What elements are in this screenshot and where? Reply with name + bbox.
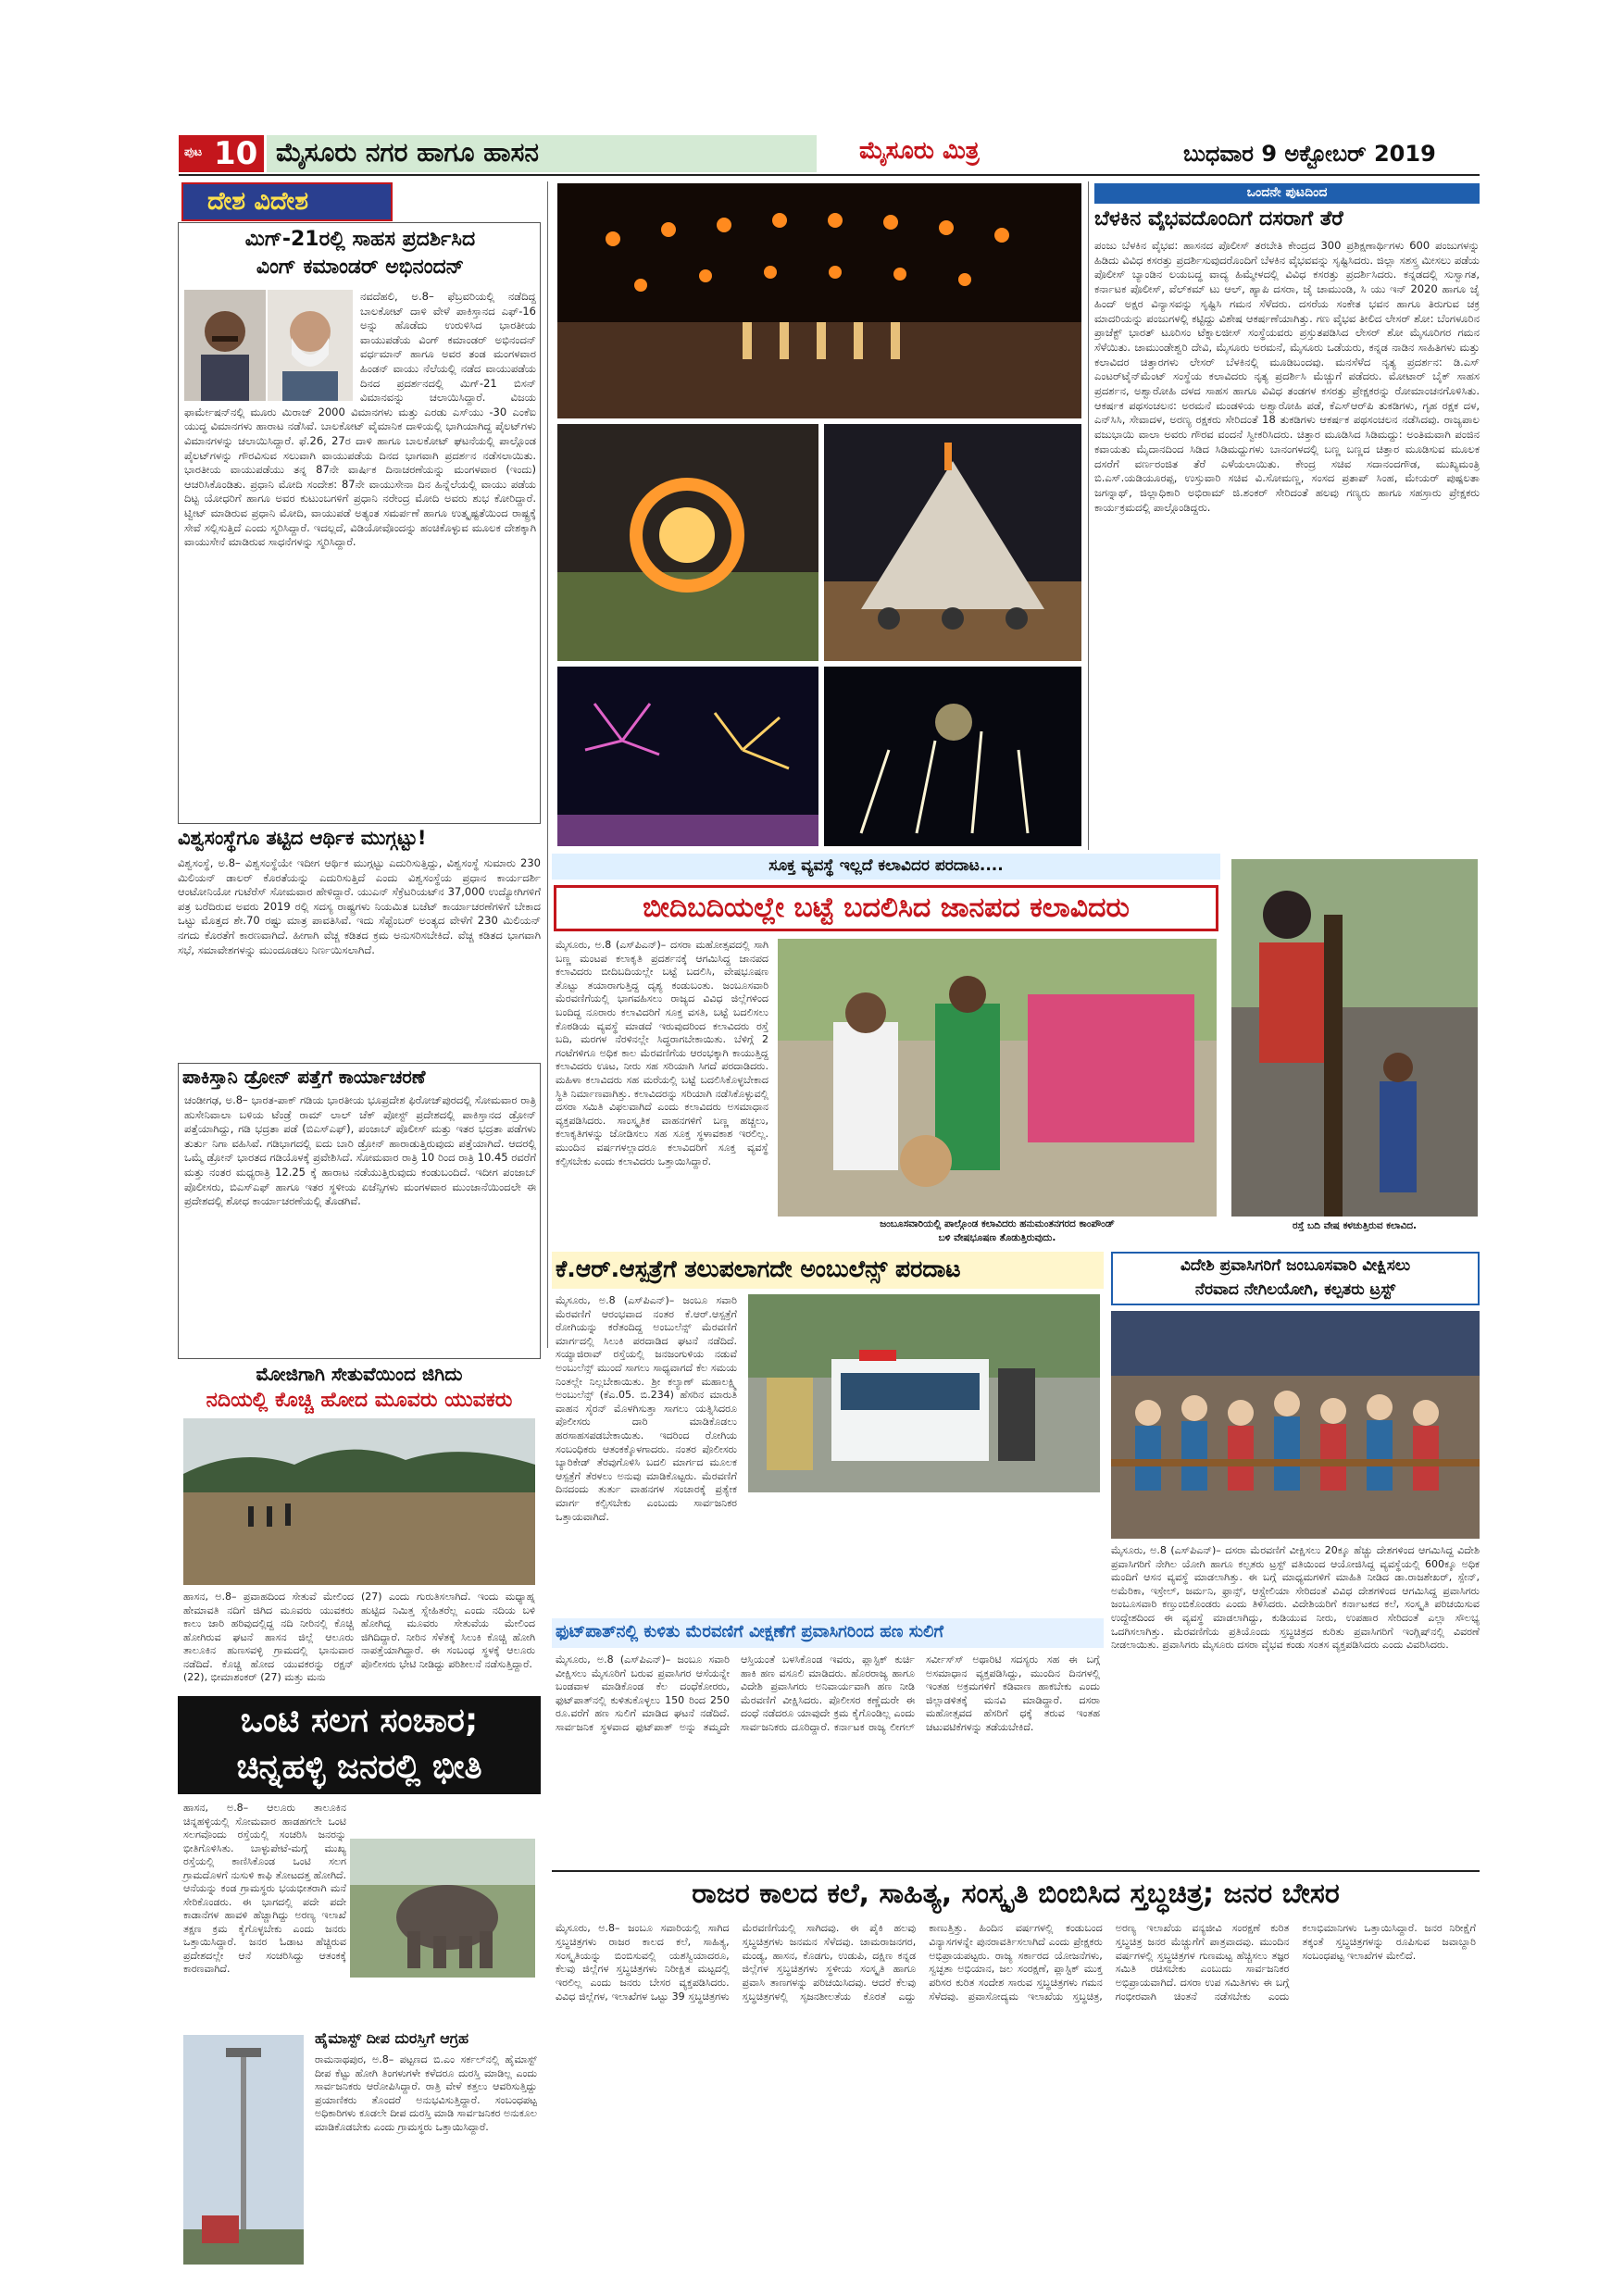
tourists-crowd-image [1111,1311,1480,1539]
economy-body: ವಿಶ್ವಸಂಸ್ಥೆ, ಅ.8– ವಿಶ್ವಸಂಸ್ಥೆಯೇ ಇದೀಗ ಆರ್ಥಿಕ ಮುಗ್ಗಟ್ಟು ಎದುರಿಸುತ್ತಿದ್ದು, ವಿಶ್ವಸಂಸ್ಥೆ ಸುಮಾರು 230 ಮಿಲಿಯನ್ ಡಾಲರ್ ಕೊರತೆಯನ್ನು ಎದುರಿಸುತ್ತಿದೆ ಎಂದು ವಿಶ್ವಸಂಸ್ಥೆಯ ಪ್ರಧಾನ ಕಾರ್ಯದರ್ಶಿ ಆಂಟೋನಿಯೋ ಗುಟೆರೆಸ್ ಸೋಮವಾರ ಹೇಳಿದ್ದಾರೆ. ಯುಎನ್ ಸೆಕ್ರೆಟರಿಯಟ್‌ನ 37,000 ಉದ್ಯೋಗಿಗಳಿಗೆ ಪತ್ರ ಬರೆದಿರುವ ಅವರು 2019 ರಲ್ಲಿ ಸದಸ್ಯ ರಾಷ್ಟ್ರಗಳು ನಿಯಮಿತ ಬಜೆಟ್ ಕಾರ್ಯಾಚರಣೆಗಳಿಗೆ ಬೇಕಾದ ಒಟ್ಟು ಮೊತ್ತದ ಶೇ.70 ರಷ್ಟು ಮಾತ್ರ ಪಾವತಿಸಿವೆ. ಇದು ಸೆಪ್ಟೆಂಬರ್ ಅಂತ್ಯದ ವೇಳೆಗೆ 230 ಮಿಲಿಯನ್ ನಗದು ಕೊರತೆಗೆ ಕಾರಣವಾಗಿದೆ. ಹೀಗಾಗಿ ವೆಚ್ಚ ಕಡಿತದ ಕ್ರಮ ಅನುಸರಿಸಬೇಕಿದೆ. ವೆಚ್ಚ ಕಡಿತದ ಭಾಗವಾಗಿ ಸಭೆ, ಸಮಾವೇಶಗಳನ್ನು ಮುಂದೂಡಲು ನಿರ್ಣಯಿಸಲಾಗಿದೆ. [178,856,541,956]
mig-headline-2: ವಿಂಗ್ ಕಮಾಂಡರ್ ಅಭಿನಂದನ್ [256,256,465,279]
folk-article [552,854,1480,1248]
mig-body [184,290,536,817]
tableaux-article [552,1870,1480,2270]
front-page-label-band [1094,183,1480,204]
masthead-logo: ಮೈಸೂರು ಮಿತ್ರ [859,137,980,165]
fire-ring-photo [557,424,818,661]
elephant-headline-2: ಚಿನ್ನಹಳ್ಳಿ ಜನರಲ್ಲಿ ಭೀತಿ [236,1748,482,1786]
folk-caption-left-1: ಜಂಬೂಸವಾರಿಯಲ್ಲಿ ಪಾಲ್ಗೊಂಡ ಕಲಾವಿದರು ಹನುಮಂತನಗರದ ಕಾಂಪೌಂಡ್ [880,1218,1115,1229]
header-rule [179,174,1480,176]
drone-article [178,1063,541,1359]
mig-body-text: ನವದೆಹಲಿ, ಅ.8– ಫೆಬ್ರವರಿಯಲ್ಲಿ ನಡೆದಿದ್ದ ಬಾಲಕೋಟ್ ದಾಳಿ ವೇಳೆ ಪಾಕಿಸ್ತಾನದ ಎಫ್-16 ಅನ್ನು ಹೊಡೆದು ಉರುಳಿಸಿದ ಭಾರತೀಯ ವಾಯುಪಡೆಯ ವಿಂಗ್ ಕಮಾಂಡರ್ ಅಭಿನಂದನ್ ವರ್ಧಮಾನ್ ಹಾಗೂ ಅವರ ತಂಡ ಮಂಗಳವಾರ ಹಿಂಡನ್ ವಾಯು ನೆಲೆಯಲ್ಲಿ ನಡೆದ ವಾಯುಪಡೆಯ ದಿನದ ಪ್ರದರ್ಶನದಲ್ಲಿ ಮಿಗ್-21 ಬಿಸನ್ ವಿಮಾನವನ್ನು ಚಲಾಯಿಸಿದ್ದಾರೆ. ವಿಜಯ ಫಾರ್ಮೇಷನ್‌ನಲ್ಲಿ ಮೂರು ಮಿರಾಜ್ 2000 ವಿಮಾನಗಳು ಮತ್ತು ಎರಡು ಎಸ್‌ಯು -30 ಎಂಕೆಐ ಯುದ್ಧ ವಿಮಾನಗಳು ಹಾರಾಟ ನಡೆಸಿವೆ. ಬಾಲಕೋಟ್ ವೈಮಾನಿಕ ದಾಳಿಯಲ್ಲಿ ಭಾಗಿಯಾಗಿದ್ದ ಪೈಲಟ್‌ಗಳು ವಿಮಾನಗಳನ್ನು ಚಲಾಯಿಸಿದ್ದಾರೆ. ಫೆ.26, 27ರ ದಾಳಿ ಹಾಗೂ ಬಾಲಕೋಟ್ ಘಟನೆಯಲ್ಲಿ ಪಾಲ್ಗೊಂಡ ಪೈಲಟ್‌ಗಳನ್ನು ಗೌರವಿಸುವ ಸಲುವಾಗಿ ವಾಯುಪಡೆಯ ದಿನದ ಭಾಗವಾಗಿ ಪ್ರದರ್ಶನ ನಡೆಸಲಾಯಿತು. ಭಾರತೀಯ ವಾಯುಪಡೆಯು ತನ್ನ 87ನೇ ವಾರ್ಷಿಕ ದಿನಾಚರಣೆಯನ್ನು ಮಂಗಳವಾರ (ಇಂದು) ಆಚರಿಸಿಕೊಂಡಿತು. ಪ್ರಧಾನಿ ಮೋದಿ ಸಂದೇಶ: 87ನೇ ವಾಯುಸೇನಾ ದಿನ ಹಿನ್ನೆಲೆಯಲ್ಲಿ ವಾಯು ಪಡೆಯ ದಿಟ್ಟ ಯೋಧರಿಗೆ ಹಾಗೂ ಅವರ ಕುಟುಂಬಗಳಿಗೆ ಪ್ರಧಾನಿ ನರೇಂದ್ರ ಮೋದಿ ಅವರು ಶುಭ ಕೋರಿದ್ದಾರೆ. ಟ್ವೀಟ್ ಮಾಡಿರುವ ಪ್ರಧಾನಿ ಮೋದಿ, ವಾಯುಪಡೆ ಅತ್ಯಂತ ಸಮರ್ಪಣೆ ಹಾಗೂ ಉತ್ಕೃಷ್ಟತೆಯಿಂದ ರಾಷ್ಟ್ರಕ್ಕೆ ಸೇವೆ ಸಲ್ಲಿಸುತ್ತಿದೆ ಎಂದು ಸ್ಮರಿಸಿದ್ದಾರೆ. ಇದಲ್ಲದೆ, ವಿಡಿಯೋವೊಂದನ್ನು ಹಂಚಿಕೊಳ್ಳುವ ಮೂಲಕ ದೇಶಕ್ಕಾಗಿ ವಾಯುಸೇನೆ ಮಾಡಿರುವ ಸಾಧನೆಗಳನ್ನು ಸ್ಮರಿಸಿದ್ದಾರೆ. [184,290,536,549]
fireworks-image [557,667,818,846]
section-title: ಮೈಸೂರು ನಗರ ಹಾಗೂ ಹಾಸನ [276,137,539,168]
footpath-body: ಮೈಸೂರು, ಅ.8 (ಎಸ್‌ಪಿಎನ್)– ಜಂಬೂ ಸವಾರಿ ವೀಕ್ಷಿಸಲು ಮೈಸೂರಿಗೆ ಬರುವ ಪ್ರವಾಸಿಗರ ಆಸೆಯನ್ನೇ ಬಂಡವಾಳ ಮಾಡಿಕೊಂಡ ಕೆಲ ದಂಧೆಕೋರರು, ಫುಟ್‌ಪಾತ್‌ನಲ್ಲಿ ಕುಳಿತುಕೊಳ್ಳಲು 150 ರಿಂದ 250 ರೂ.ವರೆಗೆ ಹಣ ಸುಲಿಗೆ ಮಾಡಿದ ಘಟನೆ ನಡೆದಿದೆ. ಸಾರ್ವಜನಿಕ ಸ್ಥಳವಾದ ಫುಟ್‌ಪಾತ್ ಅನ್ನು ತಮ್ಮದೇ ಆಸ್ತಿಯಂತೆ ಬಳಸಿಕೊಂಡ ಇವರು, ಪ್ಲಾಸ್ಟಿಕ್ ಕುರ್ಚಿ ಹಾಕಿ ಹಣ ವಸೂಲಿ ಮಾಡಿದರು. ಹೊರರಾಜ್ಯ ಹಾಗೂ ವಿದೇಶಿ ಪ್ರವಾಸಿಗರು ಅನಿವಾರ್ಯವಾಗಿ ಹಣ ನೀಡಿ ಮೆರವಣಿಗೆ ವೀಕ್ಷಿಸಿದರು. ಪೊಲೀಸರ ಕಣ್ಣೆದುರೇ ಈ ದಂಧೆ ನಡೆದರೂ ಯಾವುದೇ ಕ್ರಮ ಕೈಗೊಂಡಿಲ್ಲ ಎಂದು ಸಾರ್ವಜನಿಕರು ದೂರಿದ್ದಾರೆ. ಕರ್ನಾಟಕ ರಾಜ್ಯ ಲೀಗಲ್ ಸರ್ವೀಸ್‌ಸ್ ಅಥಾರಿಟಿ ಸದಸ್ಯರು ಸಹ ಈ ಬಗ್ಗೆ ಅಸಮಾಧಾನ ವ್ಯಕ್ತಪಡಿಸಿದ್ದು, ಮುಂದಿನ ದಿನಗಳಲ್ಲಿ ಇಂತಹ ಅಕ್ರಮಗಳಿಗೆ ಕಡಿವಾಣ ಹಾಕಬೇಕು ಎಂದು ಜಿಲ್ಲಾಡಳಿತಕ್ಕೆ ಮನವಿ ಮಾಡಿದ್ದಾರೆ. ದಸರಾ ಮಹೋತ್ಸವದ ಹೆಸರಿಗೆ ಧಕ್ಕೆ ತರುವ ಇಂತಹ ಚಟುವಟಿಕೆಗಳನ್ನು ತಡೆಯಬೇಕಿದೆ. [556,1653,1100,1733]
fireworks-photo-left [557,667,818,846]
ambulance-headline-band [552,1252,1104,1289]
elephant-body [183,1802,535,2024]
tableaux-headline: ರಾಜರ ಕಾಲದ ಕಲೆ, ಸಾಹಿತ್ಯ, ಸಂಸ್ಕೃತಿ ಬಿಂಬಿಸಿದ ಸ್ತಬ್ಧಚಿತ್ರ; ಜನರ ಬೇಸರ [692,1878,1340,1910]
drone-body: ಚಂಡೀಗಢ, ಅ.8– ಭಾರತ-ಪಾಕ್ ಗಡಿಯ ಭಾರತೀಯ ಭೂಪ್ರದೇಶ ಫಿರೋಜ್‌ಪುರದಲ್ಲಿ ಸೋಮವಾರ ರಾತ್ರಿ ಹುಸೇನಿವಾಲಾ ಬಳಿಯ ಟೆಂಡ್ರೆ ರಾಮ್ ಲಾಲ್ ಚೆಕ್ ಪೋಸ್ಟ್ ಪ್ರದೇಶದಲ್ಲಿ ಪಾಕಿಸ್ತಾನದ ಡ್ರೋನ್ ಪತ್ತೆಯಾಗಿದ್ದು, ಗಡಿ ಭದ್ರತಾ ಪಡೆ (ಬಿಎಸ್‌ಎಫ್), ಪಂಜಾಬ್ ಪೊಲೀಸ್ ಮತ್ತು ಇತರ ಭದ್ರತಾ ಪಡೆಗಳು ತುರ್ತು ನಿಗಾ ವಹಿಸಿವೆ. ಗಡಿಭಾಗದಲ್ಲಿ ಐದು ಬಾರಿ ಡ್ರೋನ್ ಹಾರಾಡುತ್ತಿರುವುದು ಪತ್ತೆಯಾಗಿದೆ. ಆದರಲ್ಲಿ ಒಮ್ಮೆ ಡ್ರೋನ್ ಭಾರತದ ಗಡಿಯೊಳಕ್ಕೆ ಪ್ರವೇಶಿಸಿದೆ. ಸೋಮವಾರ ರಾತ್ರಿ 10 ರಿಂದ ರಾತ್ರಿ 10.45 ರವರೆಗೆ ಮತ್ತು ನಂತರ ಮಧ್ಯರಾತ್ರಿ 12.25 ಕ್ಕೆ ಹಾರಾಟ ನಡೆಯುತ್ತಿರುವುದು ಕಂಡುಬಂದಿದೆ. ಇದೀಗ ಪಂಜಾಬ್ ಪೊಲೀಸರು, ಬಿಎಸ್‌ಎಫ್ ಹಾಗೂ ಇತರ ಸ್ಥಳೀಯ ಏಜೆನ್ಸಿಗಳು ಮಂಗಳವಾರ ಮುಂಜಾನೆಯಿಂದಲೇ ಈ ಪ್ರದೇಶದಲ್ಲಿ ಶೋಧ ಕಾರ್ಯಾಚರಣೆಯಲ್ಲಿ ತೊಡಗಿವೆ. [184,1093,536,1208]
economy-headline: ವಿಶ್ವಸಂಸ್ಥೆಗೂ ತಟ್ಟಿದ ಆರ್ಥಿಕ ಮುಗ್ಗಟ್ಟು! [178,827,427,849]
economy-article [178,827,541,1060]
front-page-headline: ಬೆಳಕಿನ ವೈಭವದೊಂದಿಗೆ ದಸರಾಗೆ ತೆರೆ [1094,207,1343,231]
page-header [179,135,1480,176]
folk-artists-image [778,939,1217,1217]
river-image [183,1418,535,1585]
fireworks-photo-right [824,667,1081,846]
folk-photo-right [1231,859,1478,1217]
tableaux-top-rule [552,1870,1480,1872]
tourists-photo [1111,1311,1480,1539]
ambulance-image [748,1294,1100,1492]
fireworks-image [824,667,1081,846]
front-page-label: ಒಂದನೇ ಪುಟದಿಂದ [1246,185,1328,200]
footpath-headline: ಫುಟ್‌ಪಾತ್‌ನಲ್ಲಿ ಕುಳಿತು ಮೆರವಣಿಗೆ ವೀಕ್ಷಣೆಗೆ ಪ್ರವಾಸಿಗರಿಂದ ಹಣ ಸುಲಿಗೆ [556,1622,943,1641]
section-banner [181,182,393,221]
tourists-article [1111,1252,1480,1866]
column-divider [1088,181,1089,850]
elephant-article [178,1798,541,2026]
youths-body-col2: (27) ಎಂದು ಗುರುತಿಸಲಾಗಿದೆ. ಇಂದು ಮಧ್ಯಾಹ್ನ ಹುಟ್ಟಿದ ನಿಮಿತ್ತ ಸ್ನೇಹಿತರೆಲ್ಲ ಎಂದು ನದಿಯ ಬಳಿ ಹೋಗಿದ್ದ ಮೂವರು ಸೇತುವೆಯ ಮೇಲಿಂದ ಜಿಗಿದಿದ್ದಾರೆ. ನೀರಿನ ಸೆಳೆತಕ್ಕೆ ಸಿಲುಕಿ ಕೊಚ್ಚಿ ಹೋಗಿ ನಾಪತ್ತೆಯಾಗಿದ್ದಾರೆ. ಈ ಸಂಬಂಧ ಸ್ಥಳಕ್ಕೆ ಆಲೂರು ಪೊಲೀಸರು ಭೇಟಿ ನೀಡಿದ್ದು ಪರಿಶೀಲನೆ ನಡೆಸುತ್ತಿದ್ದಾರೆ. [361,1591,535,1670]
fire-ring-image [557,424,818,661]
mast-headline: ಹೈಮಾಸ್ಟ್ ದೀಪ ದುರಸ್ತಿಗೆ ಆಗ್ರಹ [315,2029,469,2047]
youths-article [178,1361,541,1696]
youths-headline-2: ನದಿಯಲ್ಲಿ ಕೊಚ್ಚಿ ಹೋದ ಮೂವರು ಯುವಕರು [206,1389,513,1412]
folk-headline: ಬೀದಿಬದಿಯಲ್ಲೇ ಬಟ್ಟೆ ಬದಲಿಸಿದ ಜಾನಪದ ಕಲಾವಿದರು [643,892,1130,924]
youths-body-col1: ಹಾಸನ, ಅ.8– ಪ್ರವಾಹದಿಂದ ಸೇತುವೆ ಮೇಲಿಂದ ಹೇಮಾವತಿ ನದಿಗೆ ಜಿಗಿದ ಮೂವರು ಯುವಕರು ಕಾಲು ಜಾರಿ ಹರಿವುದಲ್ಲಿದ್ದ ನದಿ ನೀರಿನಲ್ಲಿ ಕೊಚ್ಚಿ ಹೋಗಿರುವ ಘಟನೆ ಹಾಸನ ಜಿಲ್ಲೆ ಆಲೂರು ತಾಲೂಕಿನ ಹುಣಸವಳ್ಳಿ ಗ್ರಾಮದಲ್ಲಿ ಭಾನುವಾರ ನಡೆದಿದೆ. ಕೊಚ್ಚಿ ಹೋದ ಯುವಕರನ್ನು ರಕ್ಷನ್ (22), ಭೀಮಾಶಂಕರ್ (27) ಮತ್ತು ಮನು [183,1591,354,1683]
tourists-headline-band [1111,1252,1480,1305]
torch-parade-photo [557,183,1081,418]
drone-headline: ಪಾಕಿಸ್ತಾನಿ ಡ್ರೋನ್ ಪತ್ತೆಗೆ ಕಾರ್ಯಾಚರಣೆ [182,1066,426,1088]
footpath-headline-band [552,1618,1104,1648]
mast-body: ರಾಮನಾಥಪುರ, ಅ.8– ಪಟ್ಟಣದ ಬಿ.ಎಂ ಸರ್ಕಲ್‌ನಲ್ಲಿ ಹೈಮಾಸ್ಟ್ ದೀಪ ಕೆಟ್ಟು ಹೋಗಿ ತಿಂಗಳುಗಳೇ ಕಳೆದರೂ ದುರಸ್ತಿ ಮಾಡಿಲ್ಲ ಎಂದು ಸಾರ್ವಜನಿಕರು ಆರೋಪಿಸಿದ್ದಾರೆ. ರಾತ್ರಿ ವೇಳೆ ಕತ್ತಲು ಆವರಿಸುತ್ತಿದ್ದು ಪ್ರಯಾಣಿಕರು ತೊಂದರೆ ಅನುಭವಿಸುತ್ತಿದ್ದಾರೆ. ಸಂಬಂಧಪಟ್ಟ ಅಧಿಕಾರಿಗಳು ಕೂಡಲೇ ದೀಪ ದುರಸ್ತಿ ಮಾಡಿ ಸಾರ್ವಜನಿಕರ ಅನುಕೂಲ ಮಾಡಿಕೊಡಬೇಕು ಎಂದು ಗ್ರಾಮಸ್ಥರು ಒತ್ತಾಯಿಸಿದ್ದಾರೆ. [315,2053,537,2133]
section-banner-text: ದೇಶ ವಿದೇಶ [207,187,309,216]
mast-article [178,2028,541,2270]
high-mast-image [183,2035,304,2265]
folk-photo-left [778,939,1217,1217]
torch-parade-image [557,183,1081,418]
ambulance-article [552,1252,1104,1616]
footpath-article [552,1618,1104,1866]
folk-caption-right: ರಸ್ತೆ ಬದಿ ವೇಷ ಕಳಚುತ್ತಿರುವ ಕಲಾವಿದ. [1292,1220,1418,1231]
tourists-body: ಮೈಸೂರು, ಅ.8 (ಎಸ್‌ಪಿಎನ್)– ದಸರಾ ಮೆರವಣಿಗೆ ವೀಕ್ಷಿಸಲು 20ಕ್ಕೂ ಹೆಚ್ಚು ದೇಶಗಳಿಂದ ಆಗಮಿಸಿದ್ದ ವಿದೇಶಿ ಪ್ರವಾಸಿಗರಿಗೆ ನೇಗಿಲ ಯೋಗಿ ಹಾಗೂ ಕಲ್ಪತರು ಟ್ರಸ್ಟ್ ವತಿಯಿಂದ ಆಯೋಜಿಸಿದ್ದ ವ್ಯವಸ್ಥೆಯಲ್ಲಿ 600ಕ್ಕೂ ಅಧಿಕ ಮಂದಿಗೆ ಆಸನ ವ್ಯವಸ್ಥೆ ಮಾಡಲಾಗಿತ್ತು. ಈ ಬಗ್ಗೆ ಮಾಧ್ಯಮಗಳಿಗೆ ಮಾಹಿತಿ ನೀಡಿದ ಡಾ.ರಾಜಶೇಖರ್, ಸ್ಪೇನ್, ಅಮೆರಿಕಾ, ಇಸ್ರೇಲ್, ಜರ್ಮನಿ, ಫ್ರಾನ್ಸ್, ಆಸ್ಟ್ರೇಲಿಯಾ ಸೇರಿದಂತೆ ವಿವಿಧ ದೇಶಗಳಿಂದ ಆಗಮಿಸಿದ್ದ ಪ್ರವಾಸಿಗರು ಜಂಬೂಸವಾರಿ ಕಣ್ತುಂಬಿಕೊಂಡರು ಎಂದು ತಿಳಿಸಿದರು. ವಿದೇಶಿಯರಿಗೆ ಕರ್ನಾಟಕದ ಕಲೆ, ಸಂಸ್ಕೃತಿ ಪರಿಚಯಿಸುವ ಉದ್ದೇಶದಿಂದ ಈ ವ್ಯವಸ್ಥೆ ಮಾಡಲಾಗಿದ್ದು, ಕುಡಿಯುವ ನೀರು, ಉಪಹಾರ ಸೇರಿದಂತೆ ಎಲ್ಲಾ ಸೌಲಭ್ಯ ಒದಗಿಸಲಾಗಿತ್ತು. ಮೆರವಣಿಗೆಯ ಪ್ರತಿಯೊಂದು ಸ್ತಬ್ಧಚಿತ್ರದ ಕುರಿತು ಪ್ರವಾಸಿಗರಿಗೆ ಇಂಗ್ಲಿಷ್‌ನಲ್ಲಿ ವಿವರಣೆ ನೀಡಲಾಯಿತು. ಪ್ರವಾಸಿಗರು ಮೈಸೂರು ದಸರಾ ವೈಭವ ಕಂಡು ಸಂತಸ ವ್ಯಕ್ತಪಡಿಸಿದರು ಎಂದು ವಿವರಿಸಿದರು. [1111,1544,1480,1652]
page-number: 10 [214,135,258,172]
tourists-headline-2: ನೆರವಾದ ನೇಗಿಲಯೋಗಿ, ಕಲ್ಪತರು ಟ್ರಸ್ಟ್ [1194,1280,1396,1299]
folk-headline-box [554,885,1218,931]
mig-article [178,222,541,824]
folk-caption-left-2: ಬಳಿ ವೇಷಭೂಷಣ ತೊಡುತ್ತಿರುವುದು. [938,1232,1056,1243]
elephant-headline-1: ಒಂಟಿ ಸಲಗ ಸಂಚಾರ; [240,1702,479,1740]
elephant-body-text: ಹಾಸನ, ಅ.8– ಆಲೂರು ತಾಲೂಕಿನ ಚಿನ್ನಹಳ್ಳಿಯಲ್ಲಿ ಸೋಮವಾರ ಹಾಡಹಗಲೇ ಒಂಟಿ ಸಲಗವೊಂದು ರಸ್ತೆಯಲ್ಲಿ ಸಂಚರಿಸಿ ಜನರನ್ನು ಭೀತಿಗೊಳಿಸಿತು. ಬಾಳ್ಳುಪೇಟೆ-ಮಗ್ಗೆ ಮುಖ್ಯ ರಸ್ತೆಯಲ್ಲಿ ಕಾಣಿಸಿಕೊಂಡ ಒಂಟಿ ಸಲಗ ಗ್ರಾಮದೊಳಗೆ ನುಸುಳಿ ಕಾಫಿ ತೋಟದತ್ತ ಹೋಗಿದೆ. ಆನೆಯನ್ನು ಕಂಡ ಗ್ರಾಮಸ್ಥರು ಭಯಭೀತರಾಗಿ ಮನೆ ಸೇರಿಕೊಂಡರು. ಈ ಭಾಗದಲ್ಲಿ ಪದೇ ಪದೇ ಕಾಡಾನೆಗಳ ಹಾವಳಿ ಹೆಚ್ಚಾಗಿದ್ದು ಅರಣ್ಯ ಇಲಾಖೆ ತಕ್ಷಣ ಕ್ರಮ ಕೈಗೊಳ್ಳಬೇಕು ಎಂದು ಜನರು ಒತ್ತಾಯಿಸಿದ್ದಾರೆ. ಜನರ ಓಡಾಟ ಹೆಚ್ಚಿರುವ ಪ್ರದೇಶದಲ್ಲೇ ಆನೆ ಸಂಚರಿಸಿದ್ದು ಆತಂಕಕ್ಕೆ ಕಾರಣವಾಗಿದೆ. [183,1802,346,1975]
elephant-banner [178,1696,541,1794]
mig-headline-1: ಮಿಗ್-21ರಲ್ಲಿ ಸಾಹಸ ಪ್ರದರ್ಶಿಸಿದ [244,228,476,251]
mast-photo [183,2035,304,2265]
folk-kicker: ಸೂಕ್ತ ವ್ಯವಸ್ಥೆ ಇಲ್ಲದೆ ಕಲಾವಿದರ ಪರದಾಟ.... [768,856,1004,875]
river-photo [183,1418,535,1585]
ambulance-headline: ಕೆ.ಆರ್.ಆಸ್ಪತ್ರೆಗೆ ತಲುಪಲಾಗದೇ ಅಂಬುಲೆನ್ಸ್ ಪರದಾಟ [556,1255,961,1282]
issue-date: ಬುಧವಾರ 9 ಅಕ್ಟೋಬರ್ 2019 [1183,141,1436,167]
tourists-headline-1: ವಿದೇಶಿ ಪ್ರವಾಸಿಗರಿಗೆ ಜಂಬೂಸವಾರಿ ವೀಕ್ಷಿಸಲು [1180,1256,1411,1275]
bike-pyramid-photo [824,424,1081,661]
ambulance-body-text: ಮೈಸೂರು, ಅ.8 (ಎಸ್‌ಪಿಎನ್)– ಜಂಬೂ ಸವಾರಿ ಮೆರವಣಿಗೆ ಆರಂಭವಾದ ನಂತರ ಕೆ.ಆರ್.ಆಸ್ಪತ್ರೆಗೆ ರೋಗಿಯನ್ನು ಕರೆತಂದಿದ್ದ ಅಂಬುಲೆನ್ಸ್ ಮೆರವಣಿಗೆ ಮಾರ್ಗದಲ್ಲಿ ಸಿಲುಕಿ ಪರದಾಡಿದ ಘಟನೆ ನಡೆದಿದೆ. ಸಯ್ಯಾಜಿರಾವ್ ರಸ್ತೆಯಲ್ಲಿ ಜನಜಂಗುಳಿಯ ನಡುವೆ ಅಂಬುಲೆನ್ಸ್ ಮುಂದೆ ಸಾಗಲು ಸಾಧ್ಯವಾಗದೆ ಕೆಲ ಸಮಯ ನಿಂತಲ್ಲೇ ನಿಲ್ಲಬೇಕಾಯಿತು. ಶ್ರೀ ಕಲ್ಯಾಣ್ ಮಹಾಲಕ್ಷ್ಮಿ ಅಂಬುಲೆನ್ಸ್ (ಕೆಎ.05. ಬಿ.234) ಹೆಸರಿನ ಮಾರುತಿ ವಾಹನ ಸೈರನ್ ಮೊಳಗಿಸುತ್ತಾ ಸಾಗಲು ಯತ್ನಿಸಿದರೂ ಪೊಲೀಸರು ದಾರಿ ಮಾಡಿಕೊಡಲು ಹರಸಾಹಸಪಡಬೇಕಾಯಿತು. ಇದರಿಂದ ರೋಗಿಯ ಸಂಬಂಧಿಕರು ಆತಂಕಕ್ಕೊಳಗಾದರು. ನಂತರ ಪೊಲೀಸರು ಬ್ಯಾರಿಕೇಡ್ ತೆರವುಗೊಳಿಸಿ ಬದಲಿ ಮಾರ್ಗದ ಮೂಲಕ ಆಸ್ಪತ್ರೆಗೆ ತೆರಳಲು ಅನುವು ಮಾಡಿಕೊಟ್ಟರು. ಮೆರವಣಿಗೆ ದಿನದಂದು ತುರ್ತು ವಾಹನಗಳ ಸಂಚಾರಕ್ಕೆ ಪ್ರತ್ಯೇಕ ಮಾರ್ಗ ಕಲ್ಪಿಸಬೇಕು ಎಂಬುದು ಸಾರ್ವಜನಿಕರ ಒತ್ತಾಯವಾಗಿದೆ. [556,1294,737,1523]
page-number-badge [179,135,264,172]
page-label: ಪುಟ [184,145,203,159]
costume-artist-image [1231,859,1478,1217]
ambulance-photo [748,1294,1100,1492]
section-band [267,135,817,172]
tableaux-body: ಮೈಸೂರು, ಅ.8– ಜಂಬೂ ಸವಾರಿಯಲ್ಲಿ ಸಾಗಿದ ಸ್ತಬ್ಧಚಿತ್ರಗಳು ರಾಜರ ಕಾಲದ ಕಲೆ, ಸಾಹಿತ್ಯ, ಸಂಸ್ಕೃತಿಯನ್ನು ಬಿಂಬಿಸುವಲ್ಲಿ ಯಶಸ್ವಿಯಾದರೂ, ಕೆಲವು ಜಿಲ್ಲೆಗಳ ಸ್ತಬ್ಧಚಿತ್ರಗಳು ನಿರೀಕ್ಷಿತ ಮಟ್ಟದಲ್ಲಿ ಇರಲಿಲ್ಲ ಎಂದು ಜನರು ಬೇಸರ ವ್ಯಕ್ತಪಡಿಸಿದರು. ವಿವಿಧ ಜಿಲ್ಲೆಗಳ, ಇಲಾಖೆಗಳ ಒಟ್ಟು 39 ಸ್ತಬ್ಧಚಿತ್ರಗಳು ಮೆರವಣಿಗೆಯಲ್ಲಿ ಸಾಗಿದವು. ಈ ಪೈಕಿ ಹಲವು ಸ್ತಬ್ಧಚಿತ್ರಗಳು ಜನಮನ ಸೆಳೆದವು. ಚಾಮರಾಜನಗರ, ಮಂಡ್ಯ, ಹಾಸನ, ಕೊಡಗು, ಉಡುಪಿ, ದಕ್ಷಿಣ ಕನ್ನಡ ಜಿಲ್ಲೆಗಳ ಸ್ತಬ್ಧಚಿತ್ರಗಳು ಸ್ಥಳೀಯ ಸಂಸ್ಕೃತಿ ಹಾಗೂ ಪ್ರವಾಸಿ ತಾಣಗಳನ್ನು ಪರಿಚಯಿಸಿದವು. ಆದರೆ ಕೆಲವು ಸ್ತಬ್ಧಚಿತ್ರಗಳಲ್ಲಿ ಸೃಜನಶೀಲತೆಯ ಕೊರತೆ ಎದ್ದು ಕಾಣುತ್ತಿತ್ತು. ಹಿಂದಿನ ವರ್ಷಗಳಲ್ಲಿ ಕಂಡುಬಂದ ವಿನ್ಯಾಸಗಳನ್ನೇ ಪುನರಾವರ್ತಿಸಲಾಗಿದೆ ಎಂದು ಪ್ರೇಕ್ಷಕರು ಅಭಿಪ್ರಾಯಪಟ್ಟರು. ರಾಜ್ಯ ಸರ್ಕಾರದ ಯೋಜನೆಗಳು, ಸ್ವಚ್ಛತಾ ಅಭಿಯಾನ, ಜಲ ಸಂರಕ್ಷಣೆ, ಪ್ಲಾಸ್ಟಿಕ್ ಮುಕ್ತ ಪರಿಸರ ಕುರಿತ ಸಂದೇಶ ಸಾರುವ ಸ್ತಬ್ಧಚಿತ್ರಗಳು ಗಮನ ಸೆಳೆದವು. ಪ್ರವಾಸೋದ್ಯಮ ಇಲಾಖೆಯ ಸ್ತಬ್ಧಚಿತ್ರ, ಅರಣ್ಯ ಇಲಾಖೆಯ ವನ್ಯಜೀವಿ ಸಂರಕ್ಷಣೆ ಕುರಿತ ಸ್ತಬ್ಧಚಿತ್ರ ಜನರ ಮೆಚ್ಚುಗೆಗೆ ಪಾತ್ರವಾದವು. ಮುಂದಿನ ವರ್ಷಗಳಲ್ಲಿ ಸ್ತಬ್ಧಚಿತ್ರಗಳ ಗುಣಮಟ್ಟ ಹೆಚ್ಚಿಸಲು ತಜ್ಞರ ಸಮಿತಿ ರಚಿಸಬೇಕು ಎಂಬುದು ಸಾರ್ವಜನಿಕರ ಅಭಿಪ್ರಾಯವಾಗಿದೆ. ದಸರಾ ಉಪ ಸಮಿತಿಗಳು ಈ ಬಗ್ಗೆ ಗಂಭೀರವಾಗಿ ಚಿಂತನೆ ನಡೆಸಬೇಕು ಎಂದು ಕಲಾಭಿಮಾನಿಗಳು ಒತ್ತಾಯಿಸಿದ್ದಾರೆ. ಜನರ ನಿರೀಕ್ಷೆಗೆ ತಕ್ಕಂತೆ ಸ್ತಬ್ಧಚಿತ್ರಗಳನ್ನು ರೂಪಿಸುವ ಜವಾಬ್ದಾರಿ ಸಂಬಂಧಪಟ್ಟ ಇಲಾಖೆಗಳ ಮೇಲಿದೆ. [556,1922,1476,2003]
column-divider [547,181,548,1348]
bike-pyramid-image [824,424,1081,661]
front-page-body: ಪಂಜು ಬೆಳಕಿನ ವೈಭವ: ಹಾಸನದ ಪೊಲೀಸ್ ತರಬೇತಿ ಕೇಂದ್ರದ 300 ಪ್ರಶಿಕ್ಷಣಾರ್ಥಿಗಳು 600 ಪಂಜುಗಳನ್ನು ಹಿಡಿದು ವಿವಿಧ ಕಸರತ್ತು ಪ್ರದರ್ಶಿಸುವುದರೊಂದಿಗೆ ಬೆಳಕಿನ ವೈಭವವನ್ನು ಸೃಷ್ಟಿಸಿದರು. ಜಿಲ್ಲಾ ಸಶಸ್ತ್ರ ಮೀಸಲು ಪಡೆಯ ಪೊಲೀಸ್ ಬ್ಯಾಂಡಿನ ಲಯಬದ್ಧ ವಾದ್ಯ ಹಿಮ್ಮೇಳದಲ್ಲಿ ವಿವಿಧ ಕಸರತ್ತು ಪ್ರದರ್ಶಿಸಿದರು. ಕನ್ನಡದಲ್ಲಿ ಸುಸ್ವಾಗತ, ಕರ್ನಾಟಕ ಪೊಲೀಸ್, ವೆಲ್‌ಕಮ್ ಟು ಆಲ್, ಹ್ಯಾಪಿ ದಸರಾ, ಜೈ ಚಾಮುಂಡಿ, ಸಿ ಯು ಇನ್ 2020 ಹಾಗೂ ಜೈ ಹಿಂದ್ ಅಕ್ಷರ ವಿನ್ಯಾಸವನ್ನು ಸೃಷ್ಟಿಸಿ ಗಮನ ಸೆಳೆದರು. ದಸರೆಯ ಸಂಕೇತ ಭವನ ಹಾಗೂ ತಿರುಗುವ ಚಕ್ರ ಮಾದರಿಯನ್ನು ಪಂಜುಗಳಲ್ಲಿ ಕಟ್ಟಿದ್ದು ವಿಶೇಷ ಆಕರ್ಷಣೆಯಾಗಿತ್ತು. ಗಣ ವೈಭವ ತೀಲಿದ ಲೇಸರ್ ಶೋ: ಬೆಂಗಳೂರಿನ ಪ್ರಾಜೆಕ್ಟ್ ಭಾರತ್ ಟೂರಿಸಂ ಟೆಕ್ನಾಲಜೀಸ್ ಸಂಸ್ಥೆಯವರು ಪ್ರಸ್ತುತಪಡಿಸಿದ ಲೇಸರ್ ಶೋ ಮೈಸೂರಿಗರ ಗಮನ ಸೆಳೆಯಿತು. ಚಾಮುಂಡೇಶ್ವರಿ ದೇವಿ, ಮೈಸೂರು ಅರಮನೆ, ಮೈಸೂರು ಒಡೆಯರು, ಕನ್ನಡ ನಾಡಿನ ಸಾಹಿತಿಗಳು ಮತ್ತು ಕಲಾವಿದರ ಚಿತ್ತಾರಗಳು ಲೇಸರ್ ಬೆಳಕಿನಲ್ಲಿ ಮೂಡಿಬಂದವು. ಮನಸೆಳೆದ ನೃತ್ಯ ಪ್ರದರ್ಶನ: ಡಿ.ಎಸ್ ಎಂಟರ್‌ಟೈನ್‌ಮೆಂಟ್ ಸಂಸ್ಥೆಯ ಕಲಾವಿದರು ನೃತ್ಯ ಪ್ರದರ್ಶಿಸಿ ಮೆಚ್ಚುಗೆ ಪಡೆದರು. ಮೋಟಾರ್ ಬೈಕ್ ಸಾಹಸ ಪ್ರದರ್ಶನ, ಅಶ್ವಾರೋಹಿ ದಳದ ಸಾಹಸ ಹಾಗೂ ವಿವಿಧ ತಂಡಗಳ ಕಸರತ್ತು ಪ್ರೇಕ್ಷಕರನ್ನು ರೋಮಾಂಚನಗೊಳಿಸಿತು. ಆಕರ್ಷಕ ಪಥಸಂಚಲನ: ಅರಮನೆ ಮಂಡಳಿಯ ಅಶ್ವಾರೋಹಿ ಪಡೆ, ಕೆಎಸ್‌ಆರ್‌ಪಿ ತುಕಡಿಗಳು, ಗೃಹ ರಕ್ಷಕ ದಳ, ಎನ್‌ಸಿಸಿ, ಸೇವಾದಳ, ಅರಣ್ಯ ರಕ್ಷಕರು ಸೇರಿದಂತೆ 18 ತುಕಡಿಗಳು ಆಕರ್ಷಕ ಪಥಸಂಚಲನ ನಡೆಸಿದವು. ರಾಜ್ಯಪಾಲ ವಜುಭಾಯಿ ವಾಲಾ ಅವರು ಗೌರವ ವಂದನೆ ಸ್ವೀಕರಿಸಿದರು. ಚಿತ್ತಾರ ಮೂಡಿಸಿದ ಸಿಡಿಮದ್ದು: ಅಂತಿಮವಾಗಿ ಪಂಜಿನ ಕವಾಯತು ಮೈದಾನದಿಂದ ಸಿಡಿದ ಸಿಡಿಮದ್ದುಗಳು ಬಾನಂಗಳದಲ್ಲಿ ಬಣ್ಣ ಬಣ್ಣದ ಚಿತ್ತಾರ ಮೂಡಿಸುವ ಮೂಲಕ ದಸರೆಗೆ ವರ್ಣರಂಜಿತ ತೆರೆ ಎಳೆಯಲಾಯಿತು. ಕೇಂದ್ರ ಸಚಿವ ಸದಾನಂದಗೌಡ, ಮುಖ್ಯಮಂತ್ರಿ ಬಿ.ಎಸ್.ಯಡಿಯೂರಪ್ಪ, ಉಸ್ತುವಾರಿ ಸಚಿವ ವಿ.ಸೋಮಣ್ಣ, ಸಂಸದ ಪ್ರತಾಪ್ ಸಿಂಹ, ಮೇಯರ್ ಪುಷ್ಪಲತಾ ಜಗನ್ನಾಥ್, ಜಿಲ್ಲಾಧಿಕಾರಿ ಅಭಿರಾಮ್ ಜಿ.ಶಂಕರ್ ಸೇರಿದಂತೆ ಹಲವು ಗಣ್ಯರು ಹಾಗೂ ಸಹಸ್ರಾರು ಪ್ರೇಕ್ಷಕರು ಕಾರ್ಯಕ್ರಮದಲ್ಲಿ ಪಾಲ್ಗೊಂಡಿದ್ದರು. [1094,239,1480,514]
folk-kicker-band [552,854,1220,880]
folk-body: ಮೈಸೂರು, ಅ.8 (ಎಸ್‌ಪಿಎನ್)– ದಸರಾ ಮಹೋತ್ಸವದಲ್ಲಿ ಸಾಗಿ ಬಣ್ಣ ಮಂಟಪ ಕಲಾಕೃತಿ ಪ್ರದರ್ಶನಕ್ಕೆ ಆಗಮಿಸಿದ್ದ ಜಾನಪದ ಕಲಾವಿದರು ಬೀದಿಬದಿಯಲ್ಲೇ ಬಟ್ಟೆ ಬದಲಿಸಿ, ವೇಷಭೂಷಣ ತೊಟ್ಟು ತಯಾರಾಗುತ್ತಿದ್ದ ದೃಶ್ಯ ಕಂಡುಬಂತು. ಜಂಬೂಸವಾರಿ ಮೆರವಣಿಗೆಯಲ್ಲಿ ಭಾಗವಹಿಸಲು ರಾಜ್ಯದ ವಿವಿಧ ಜಿಲ್ಲೆಗಳಿಂದ ಬಂದಿದ್ದ ನೂರಾರು ಕಲಾವಿದರಿಗೆ ಸೂಕ್ತ ವಸತಿ, ಬಟ್ಟೆ ಬದಲಿಸಲು ಕೊಠಡಿಯ ವ್ಯವಸ್ಥೆ ಮಾಡದೆ ಇರುವುದರಿಂದ ಕಲಾವಿದರು ರಸ್ತೆ ಬದಿ, ಮರಗಳ ನೆರಳಿನಲ್ಲೇ ಸಿದ್ಧರಾಗಬೇಕಾಯಿತು. ಬೆಳಿಗ್ಗೆ 2 ಗಂಟೆಗಳಿಗೂ ಅಧಿಕ ಕಾಲ ಮೆರವಣಿಗೆಯ ಆರಂಭಕ್ಕಾಗಿ ಕಾಯುತ್ತಿದ್ದ ಕಲಾವಿದರು ಊಟ, ನೀರು ಸಹ ಸರಿಯಾಗಿ ಸಿಗದೆ ಪರದಾಡಿದರು. ಮಹಿಳಾ ಕಲಾವಿದರು ಸಹ ಮರೆಯಲ್ಲಿ ಬಟ್ಟೆ ಬದಲಿಸಿಕೊಳ್ಳಬೇಕಾದ ಸ್ಥಿತಿ ನಿರ್ಮಾಣವಾಗಿತ್ತು. ಕಲಾವಿದರನ್ನು ಸರಿಯಾಗಿ ನಡೆಸಿಕೊಳ್ಳುವಲ್ಲಿ ದಸರಾ ಸಮಿತಿ ವಿಫಲವಾಗಿದೆ ಎಂದು ಕಲಾವಿದರು ಅಸಮಾಧಾನ ವ್ಯಕ್ತಪಡಿಸಿದರು. ಸಾಂಸ್ಕೃತಿಕ ವಾಹನಗಳಿಗೆ ಬಣ್ಣ ಹಚ್ಚಲು, ಕಲಾಕೃತಿಗಳನ್ನು ಜೋಡಿಸಲು ಸಹ ಸೂಕ್ತ ಸ್ಥಳಾವಕಾಶ ಇರಲಿಲ್ಲ. ಮುಂದಿನ ವರ್ಷಗಳಲ್ಲಾದರೂ ಕಲಾವಿದರಿಗೆ ಸೂಕ್ತ ವ್ಯವಸ್ಥೆ ಕಲ್ಪಿಸಬೇಕು ಎಂದು ಕಲಾವಿದರು ಒತ್ತಾಯಿಸಿದ್ದಾರೆ. [556,939,768,1167]
youths-headline-1: ಮೋಜಿಗಾಗಿ ಸೇತುವೆಯಿಂದ ಜಿಗಿದು [256,1363,463,1385]
